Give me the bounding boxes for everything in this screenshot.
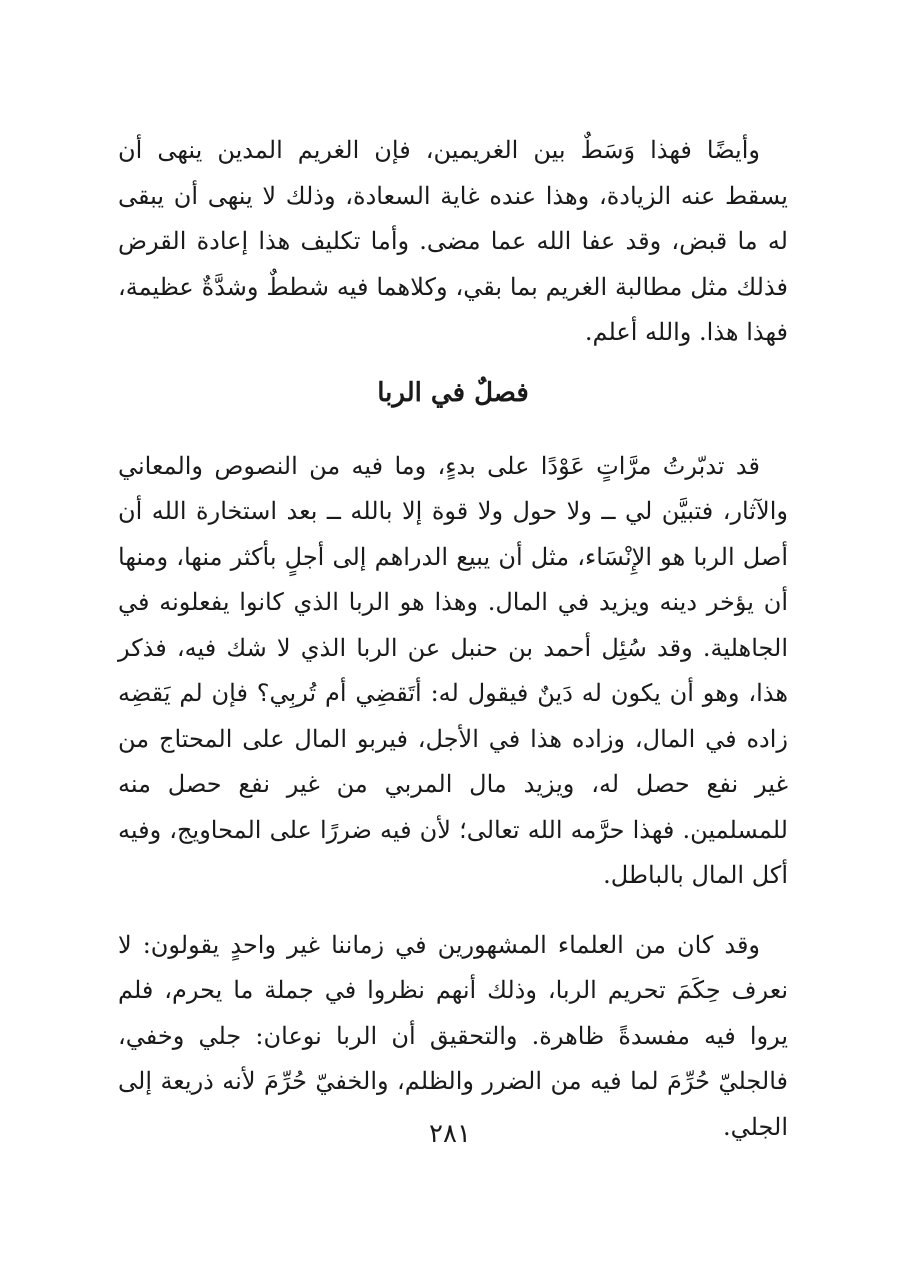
section-heading: فصلٌ في الربا	[377, 377, 529, 408]
paragraph-opening: وأيضًا فهذا وَسَطٌ بين الغريمين، فإن الغريم المدين ينهى أن يسقط عنه الزيادة، وهذا عنده غاية السعادة، وذلك لا ينهى أن يبقى له ما قبض، وقد عفا الله عما مضى. وأما تكليف هذا إعادة القرض فذلك مثل مطالبة الغريم بما بقي، وكلاهما فيه شططٌ وشدَّةٌ عظيمة، فهذا هذا. والله أعلم.	[118, 136, 788, 346]
paragraph-riba-types: وقد كان من العلماء المشهورين في زماننا غير واحدٍ يقولون: لا نعرف حِكَمَ تحريم الربا، وذلك أنهم نظروا في جملة ما يحرم، فلم يروا فيه مفسدةً ظاهرة. والتحقيق أن الربا نوعان: جلي وخفي، فالجليّ حُرِّمَ لما فيه من الضرر والظلم، والخفيّ حُرِّمَ لأنه ذريعة إلى الجلي.	[118, 930, 789, 1141]
paragraph-spacer	[118, 899, 788, 923]
page-body	[118, 128, 788, 1150]
page-number: ٢٨١	[429, 1119, 471, 1149]
paragraph-riba-definition: قد تدبّرتُ مرَّاتٍ عَوْدًا على بدءٍ، وما فيه من النصوص والمعاني والآثار، فتبيَّن لي ــ ولا حول ولا قوة إلا بالله ــ بعد استخارة الله أن أصل الربا هو الإِنْسَاء، مثل أن يبيع الدراهم إلى أجلٍ بأكثر منها، ومنها أن يؤخر دينه ويزيد في المال. وهذا هو الربا الذي كانوا يفعلونه في الجاهلية. وقد سُئِل أحمد بن حنبل عن الربا الذي لا شك فيه، فذكر هذا، وهو أن يكون له دَينٌ فيقول له: أتَقضِي أم تُربِي؟ فإن لم يَقضِه زاده في المال، وزاده هذا في الأجل، فيربو المال على المحتاج من غير نفع حصل له، ويزيد مال المربي من غير نفع حصل منه للمسلمين. فهذا حرَّمه الله تعالى؛ لأن فيه ضررًا على المحاويج، وفيه أكل المال بالباطل.	[118, 451, 789, 889]
